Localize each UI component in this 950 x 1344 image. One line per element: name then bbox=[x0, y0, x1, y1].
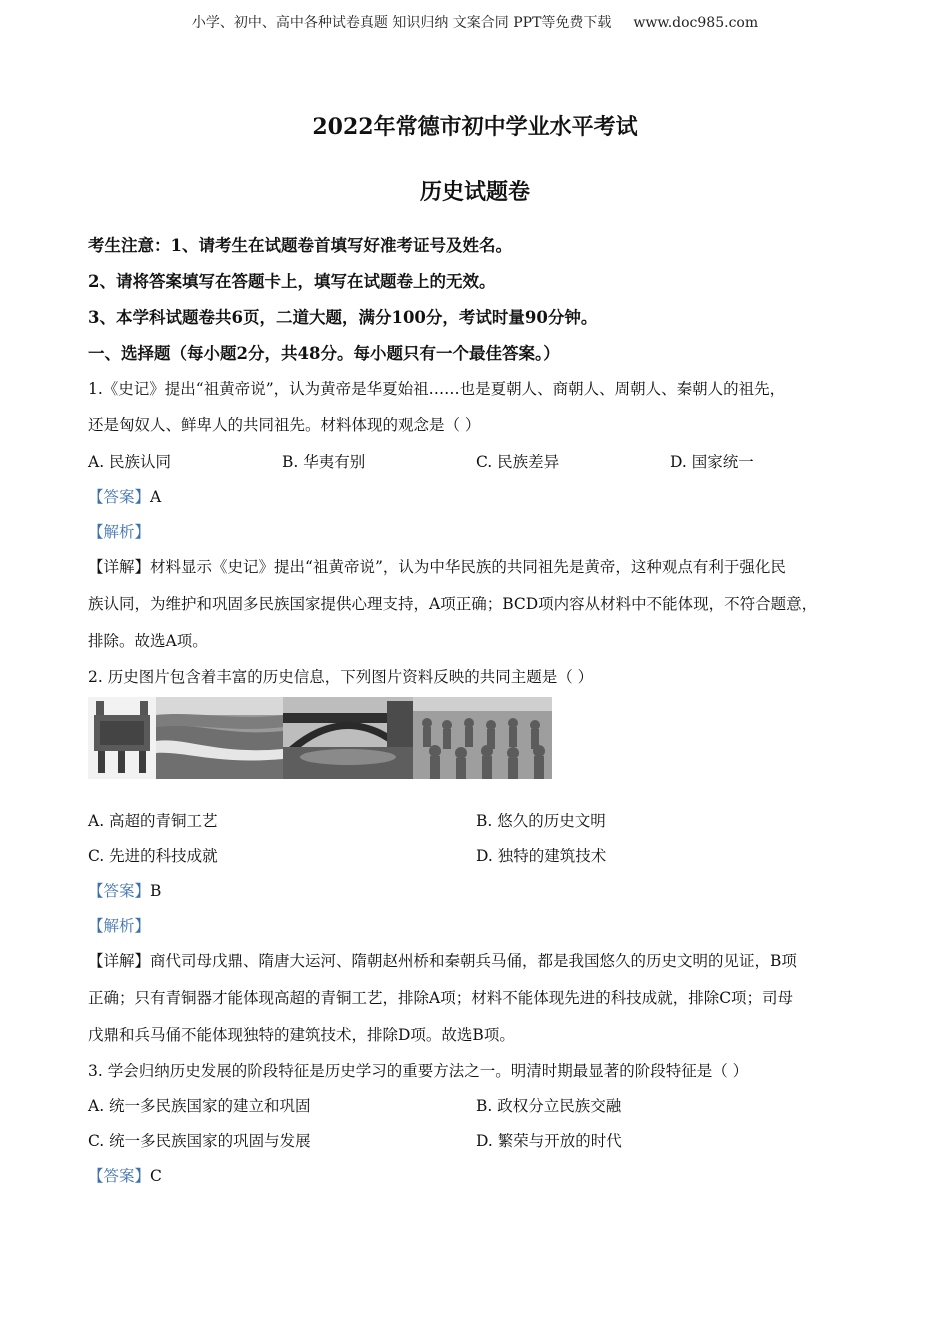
detail-tag: 【详解】 bbox=[88, 952, 151, 970]
q3-option-a: A. 统一多民族国家的建立和巩固 bbox=[88, 1097, 311, 1115]
notice-line-2: 2、请将答案填写在答题卡上，填写在试题卷上的无效。 bbox=[88, 272, 496, 291]
exam-title: 2022年常德市初中学业水平考试 bbox=[312, 114, 638, 140]
q1-detail-text-1: 材料显示《史记》提出“祖黄帝说”，认为中华民族的共同祖先是黄帝，这种观点有利于强化民 bbox=[150, 558, 786, 576]
q2-photo-strip bbox=[88, 697, 552, 779]
q3-answer-value: C bbox=[150, 1167, 162, 1185]
q2-stem: 2. 历史图片包含着丰富的历史信息，下列图片资料反映的共同主题是（ ） bbox=[88, 668, 594, 686]
q1-stem-line-1: 1.《史记》提出“祖黄帝说”，认为黄帝是华夏始祖……也是夏朝人、商朝人、周朝人、秦朝人的祖先， bbox=[88, 380, 786, 398]
q2-detail-text-1: 商代司母戊鼎、隋唐大运河、隋朝赵州桥和秦朝兵马俑，都是我国悠久的历史文明的见证，B项 bbox=[150, 952, 797, 970]
header-text: 小学、初中、高中各种试卷真题 知识归纳 文案合同 PPT等免费下载 bbox=[191, 15, 612, 31]
page-header bbox=[0, 12, 950, 32]
q3-answer bbox=[88, 1164, 162, 1186]
q3-option-c: C. 统一多民族国家的巩固与发展 bbox=[88, 1132, 311, 1150]
q1-detail-line-2: 族认同，为维护和巩固多民族国家提供心理支持，A项正确；BCD项内容从材料中不能体现，不符合题意， bbox=[88, 595, 818, 613]
q2-answer-value: B bbox=[150, 882, 162, 900]
q1-option-c: C. 民族差异 bbox=[476, 453, 560, 471]
q2-option-b: B. 悠久的历史文明 bbox=[476, 812, 606, 830]
q2-answer bbox=[88, 879, 161, 901]
q3-stem: 3. 学会归纳历史发展的阶段特征是历史学习的重要方法之一。明清时期最显著的阶段特征是（ ） bbox=[88, 1062, 749, 1080]
zhaozhou-bridge-photo bbox=[283, 697, 413, 779]
q2-detail-line-1 bbox=[88, 949, 797, 971]
q1-answer-value: A bbox=[150, 488, 162, 506]
section-heading: 一、选择题（每小题2分，共48分。每小题只有一个最佳答案。） bbox=[88, 344, 560, 363]
exam-subtitle: 历史试题卷 bbox=[419, 179, 530, 205]
q1-detail-line-3: 排除。故选A项。 bbox=[88, 632, 208, 650]
q1-option-d: D. 国家统一 bbox=[670, 453, 754, 471]
q1-analysis bbox=[88, 520, 150, 542]
q2-analysis bbox=[88, 914, 150, 936]
answer-tag: 【答案】 bbox=[88, 1167, 151, 1185]
q2-option-d: D. 独特的建筑技术 bbox=[476, 847, 607, 865]
q1-option-b: B. 华夷有别 bbox=[282, 453, 366, 471]
q1-option-a: A. 民族认同 bbox=[88, 453, 172, 471]
answer-tag: 【答案】 bbox=[88, 488, 151, 506]
q3-option-b: B. 政权分立民族交融 bbox=[476, 1097, 622, 1115]
bronze-ding-photo bbox=[88, 697, 156, 779]
q3-option-d: D. 繁荣与开放的时代 bbox=[476, 1132, 622, 1150]
analysis-tag: 【解析】 bbox=[88, 523, 151, 541]
notice-line-1: 考生注意：1、请考生在试题卷首填写好准考证号及姓名。 bbox=[88, 236, 512, 255]
q1-stem-line-2: 还是匈奴人、鲜卑人的共同祖先。材料体现的观念是（ ） bbox=[88, 416, 481, 434]
q2-option-a: A. 高超的青铜工艺 bbox=[88, 812, 218, 830]
q2-detail-line-2: 正确；只有青铜器才能体现高超的青铜工艺，排除A项；材料不能体现先进的科技成就，排除C项；司母 bbox=[88, 989, 794, 1007]
header-url[interactable]: www.doc985.com bbox=[633, 15, 759, 31]
detail-tag: 【详解】 bbox=[88, 558, 151, 576]
notice-line-3: 3、本学科试题卷共6页，二道大题，满分100分，考试时量90分钟。 bbox=[88, 308, 598, 327]
answer-tag: 【答案】 bbox=[88, 882, 151, 900]
q1-answer bbox=[88, 485, 161, 507]
terracotta-army-photo bbox=[413, 697, 552, 779]
q2-detail-line-3: 戊鼎和兵马俑不能体现独特的建筑技术，排除D项。故选B项。 bbox=[88, 1026, 515, 1044]
grand-canal-photo bbox=[156, 697, 283, 779]
q2-option-c: C. 先进的科技成就 bbox=[88, 847, 218, 865]
q1-detail-line-1 bbox=[88, 555, 786, 577]
analysis-tag: 【解析】 bbox=[88, 917, 151, 935]
